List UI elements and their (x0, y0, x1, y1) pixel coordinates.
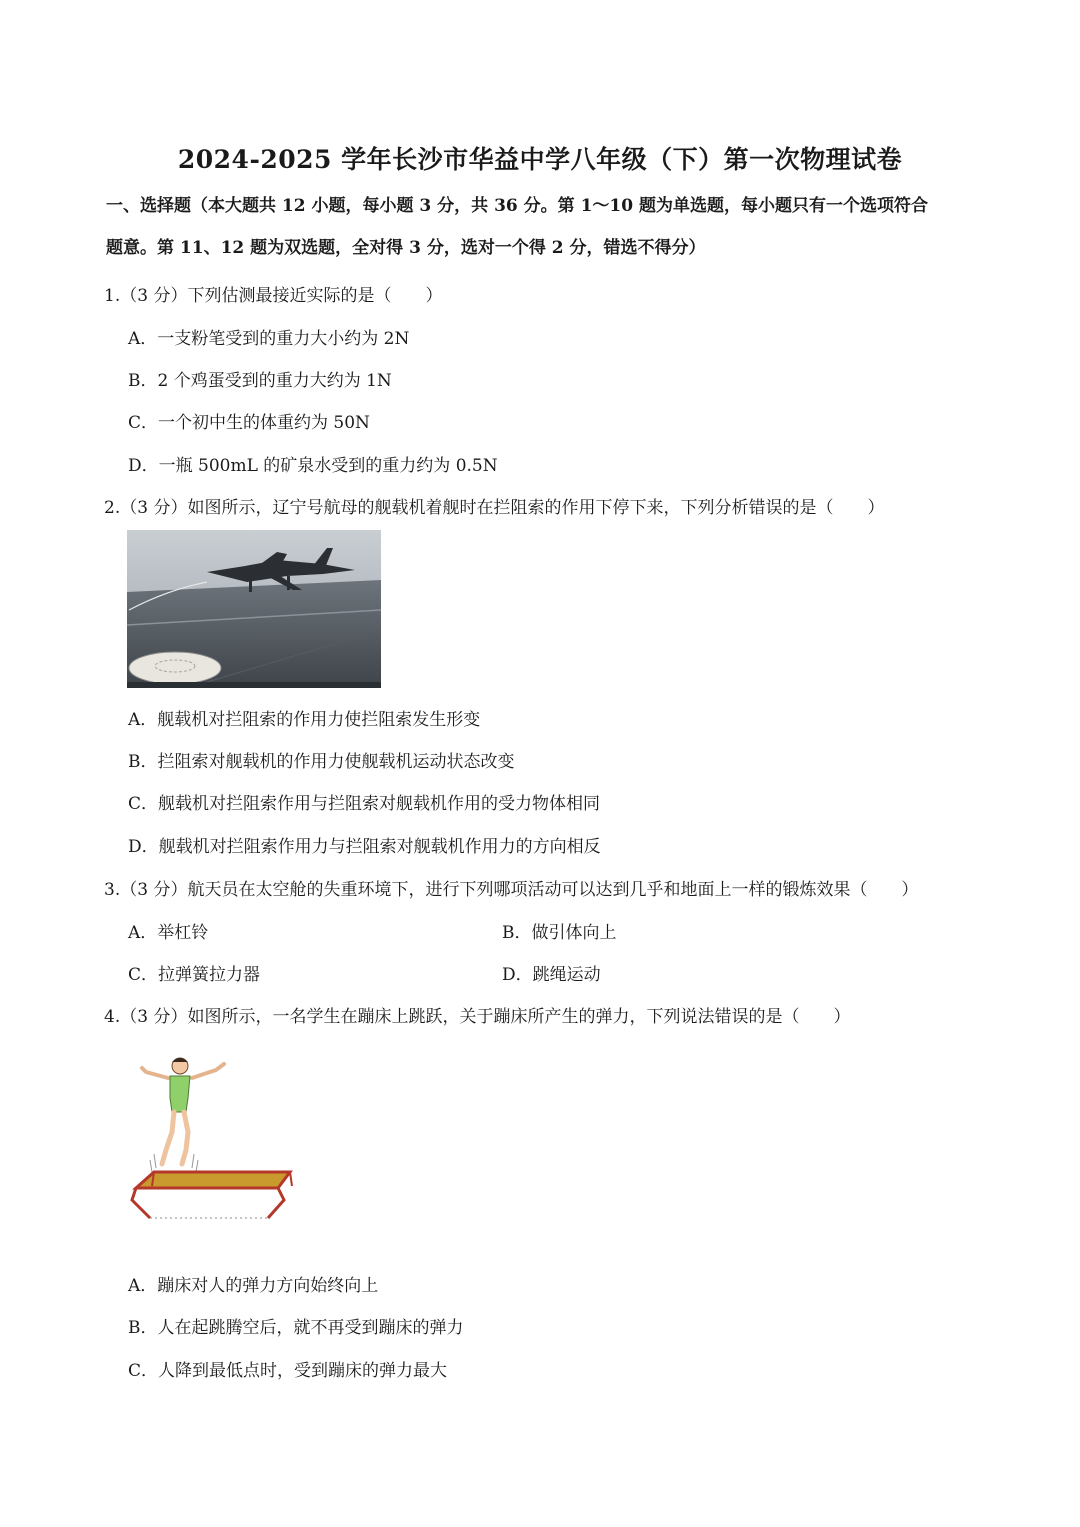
question-3-option-a: A．举杠铃 (128, 923, 209, 943)
question-1-option-a: A．一支粉笔受到的重力大小约为 2N (128, 329, 410, 349)
question-1-option-d: D．一瓶 500mL 的矿泉水受到的重力约为 0.5N (128, 456, 498, 476)
page-title: 2024-2025 学年长沙市华益中学八年级（下）第一次物理试卷 (177, 145, 903, 174)
carrier-jet-photo (127, 530, 381, 688)
question-4-option-a: A．蹦床对人的弹力方向始终向上 (128, 1276, 379, 1296)
question-3-option-c: C．拉弹簧拉力器 (128, 965, 261, 985)
question-1-stem: 1.（3 分）下列估测最接近实际的是（ ） (104, 286, 443, 306)
question-4-stem: 4.（3 分）如图所示，一名学生在蹦床上跳跃，关于蹦床所产生的弹力，下列说法错误的是（ ） (104, 1007, 851, 1027)
question-3-stem: 3.（3 分）航天员在太空舱的失重环境下，进行下列哪项活动可以达到几乎和地面上一样的锻炼效果（ ） (104, 880, 919, 900)
question-2-option-a: A．舰载机对拦阻索的作用力使拦阻索发生形变 (128, 710, 481, 730)
section-heading-line2: 题意。第 11、12 题为双选题，全对得 3 分，选对一个得 2 分，错选不得分） (106, 238, 706, 258)
trampoline (132, 1172, 292, 1218)
question-4-option-c: C．人降到最低点时，受到蹦床的弹力最大 (128, 1361, 448, 1381)
trampoline-illustration (128, 1050, 298, 1220)
question-1-option-c: C．一个初中生的体重约为 50N (128, 413, 370, 433)
question-2-stem: 2.（3 分）如图所示，辽宁号航母的舰载机着舰时在拦阻索的作用下停下来，下列分析错误的是（ ） (104, 498, 885, 518)
question-4-option-b: B．人在起跳腾空后，就不再受到蹦床的弹力 (128, 1318, 464, 1338)
question-1-option-b: B．2 个鸡蛋受到的重力大约为 1N (128, 371, 392, 391)
gymnast-figure (142, 1058, 224, 1172)
question-2-option-c: C．舰载机对拦阻索作用与拦阻索对舰载机作用的受力物体相同 (128, 794, 601, 814)
section-heading-line1: 一、选择题（本大题共 12 小题，每小题 3 分，共 36 分。第 1～10 题为单选题，每小题只有一个选项符合 (106, 196, 928, 216)
question-3-option-d: D．跳绳运动 (502, 965, 601, 985)
question-2-option-b: B．拦阻索对舰载机的作用力使舰载机运动状态改变 (128, 752, 515, 772)
question-3-option-b: B．做引体向上 (502, 923, 617, 943)
question-2-option-d: D．舰载机对拦阻索作用力与拦阻索对舰载机作用力的方向相反 (128, 837, 601, 857)
